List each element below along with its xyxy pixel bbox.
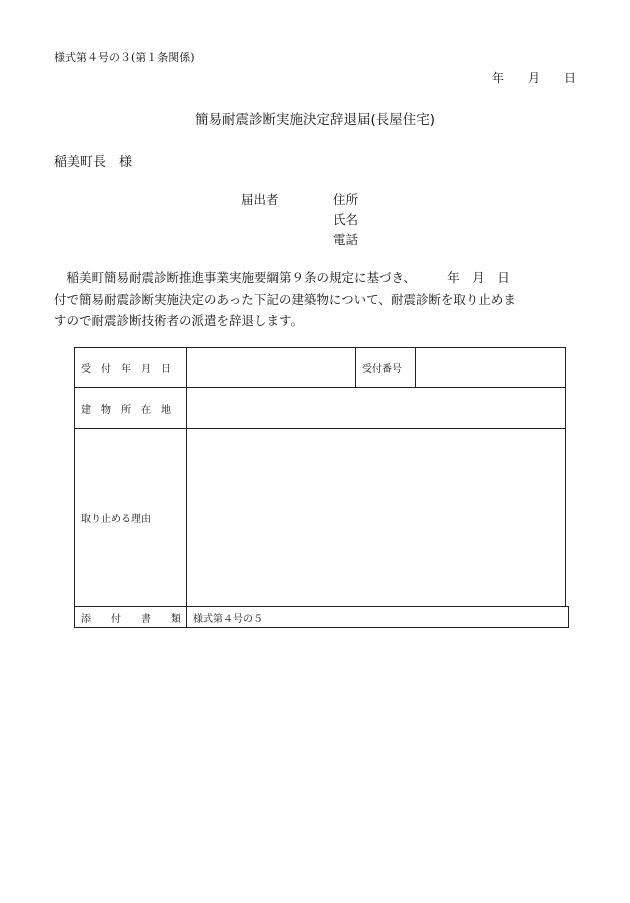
form-number: 様式第４号の３(第１条関係): [54, 51, 195, 64]
building-location-label: 建 物 所 在 地: [74, 387, 187, 429]
body-line-1: 稲美町簡易耐震診断推進事業実施要綱第９条の規定に基づき、 年 月 日: [54, 270, 510, 285]
phone-label: 電話: [333, 232, 359, 247]
date-year: 年: [492, 71, 505, 85]
date-day: 日: [564, 71, 577, 85]
attachments-value: 様式第４号の５: [186, 606, 569, 628]
reason-field[interactable]: [186, 428, 566, 607]
reception-number-field[interactable]: [415, 347, 566, 388]
reception-date-label: 受 付 年 月 日: [74, 347, 187, 388]
address-label: 住所: [333, 192, 359, 207]
reception-number-label: 受付番号: [355, 347, 416, 388]
applicant-label: 届出者: [241, 192, 279, 207]
body-line-3: すので耐震診断技術者の派遣を辞退します。: [54, 313, 304, 328]
name-label: 氏名: [333, 212, 359, 227]
form-table: [74, 347, 569, 628]
body-line-2: 付で簡易耐震診断実施決定のあった下記の建築物について、耐震診断を取り止めま: [54, 291, 516, 307]
addressee: 稲美町長 様: [54, 155, 133, 170]
date-month: 月: [528, 71, 541, 85]
reception-date-field[interactable]: [186, 347, 356, 388]
reason-label: 取り止める理由: [74, 428, 187, 607]
date-line: [492, 69, 576, 86]
attachments-label: 添 付 書 類: [74, 606, 187, 628]
body-paragraph: [54, 267, 554, 332]
building-location-field[interactable]: [186, 387, 566, 429]
document-title: 簡易耐震診断実施決定辞退届(長屋住宅): [194, 112, 436, 128]
